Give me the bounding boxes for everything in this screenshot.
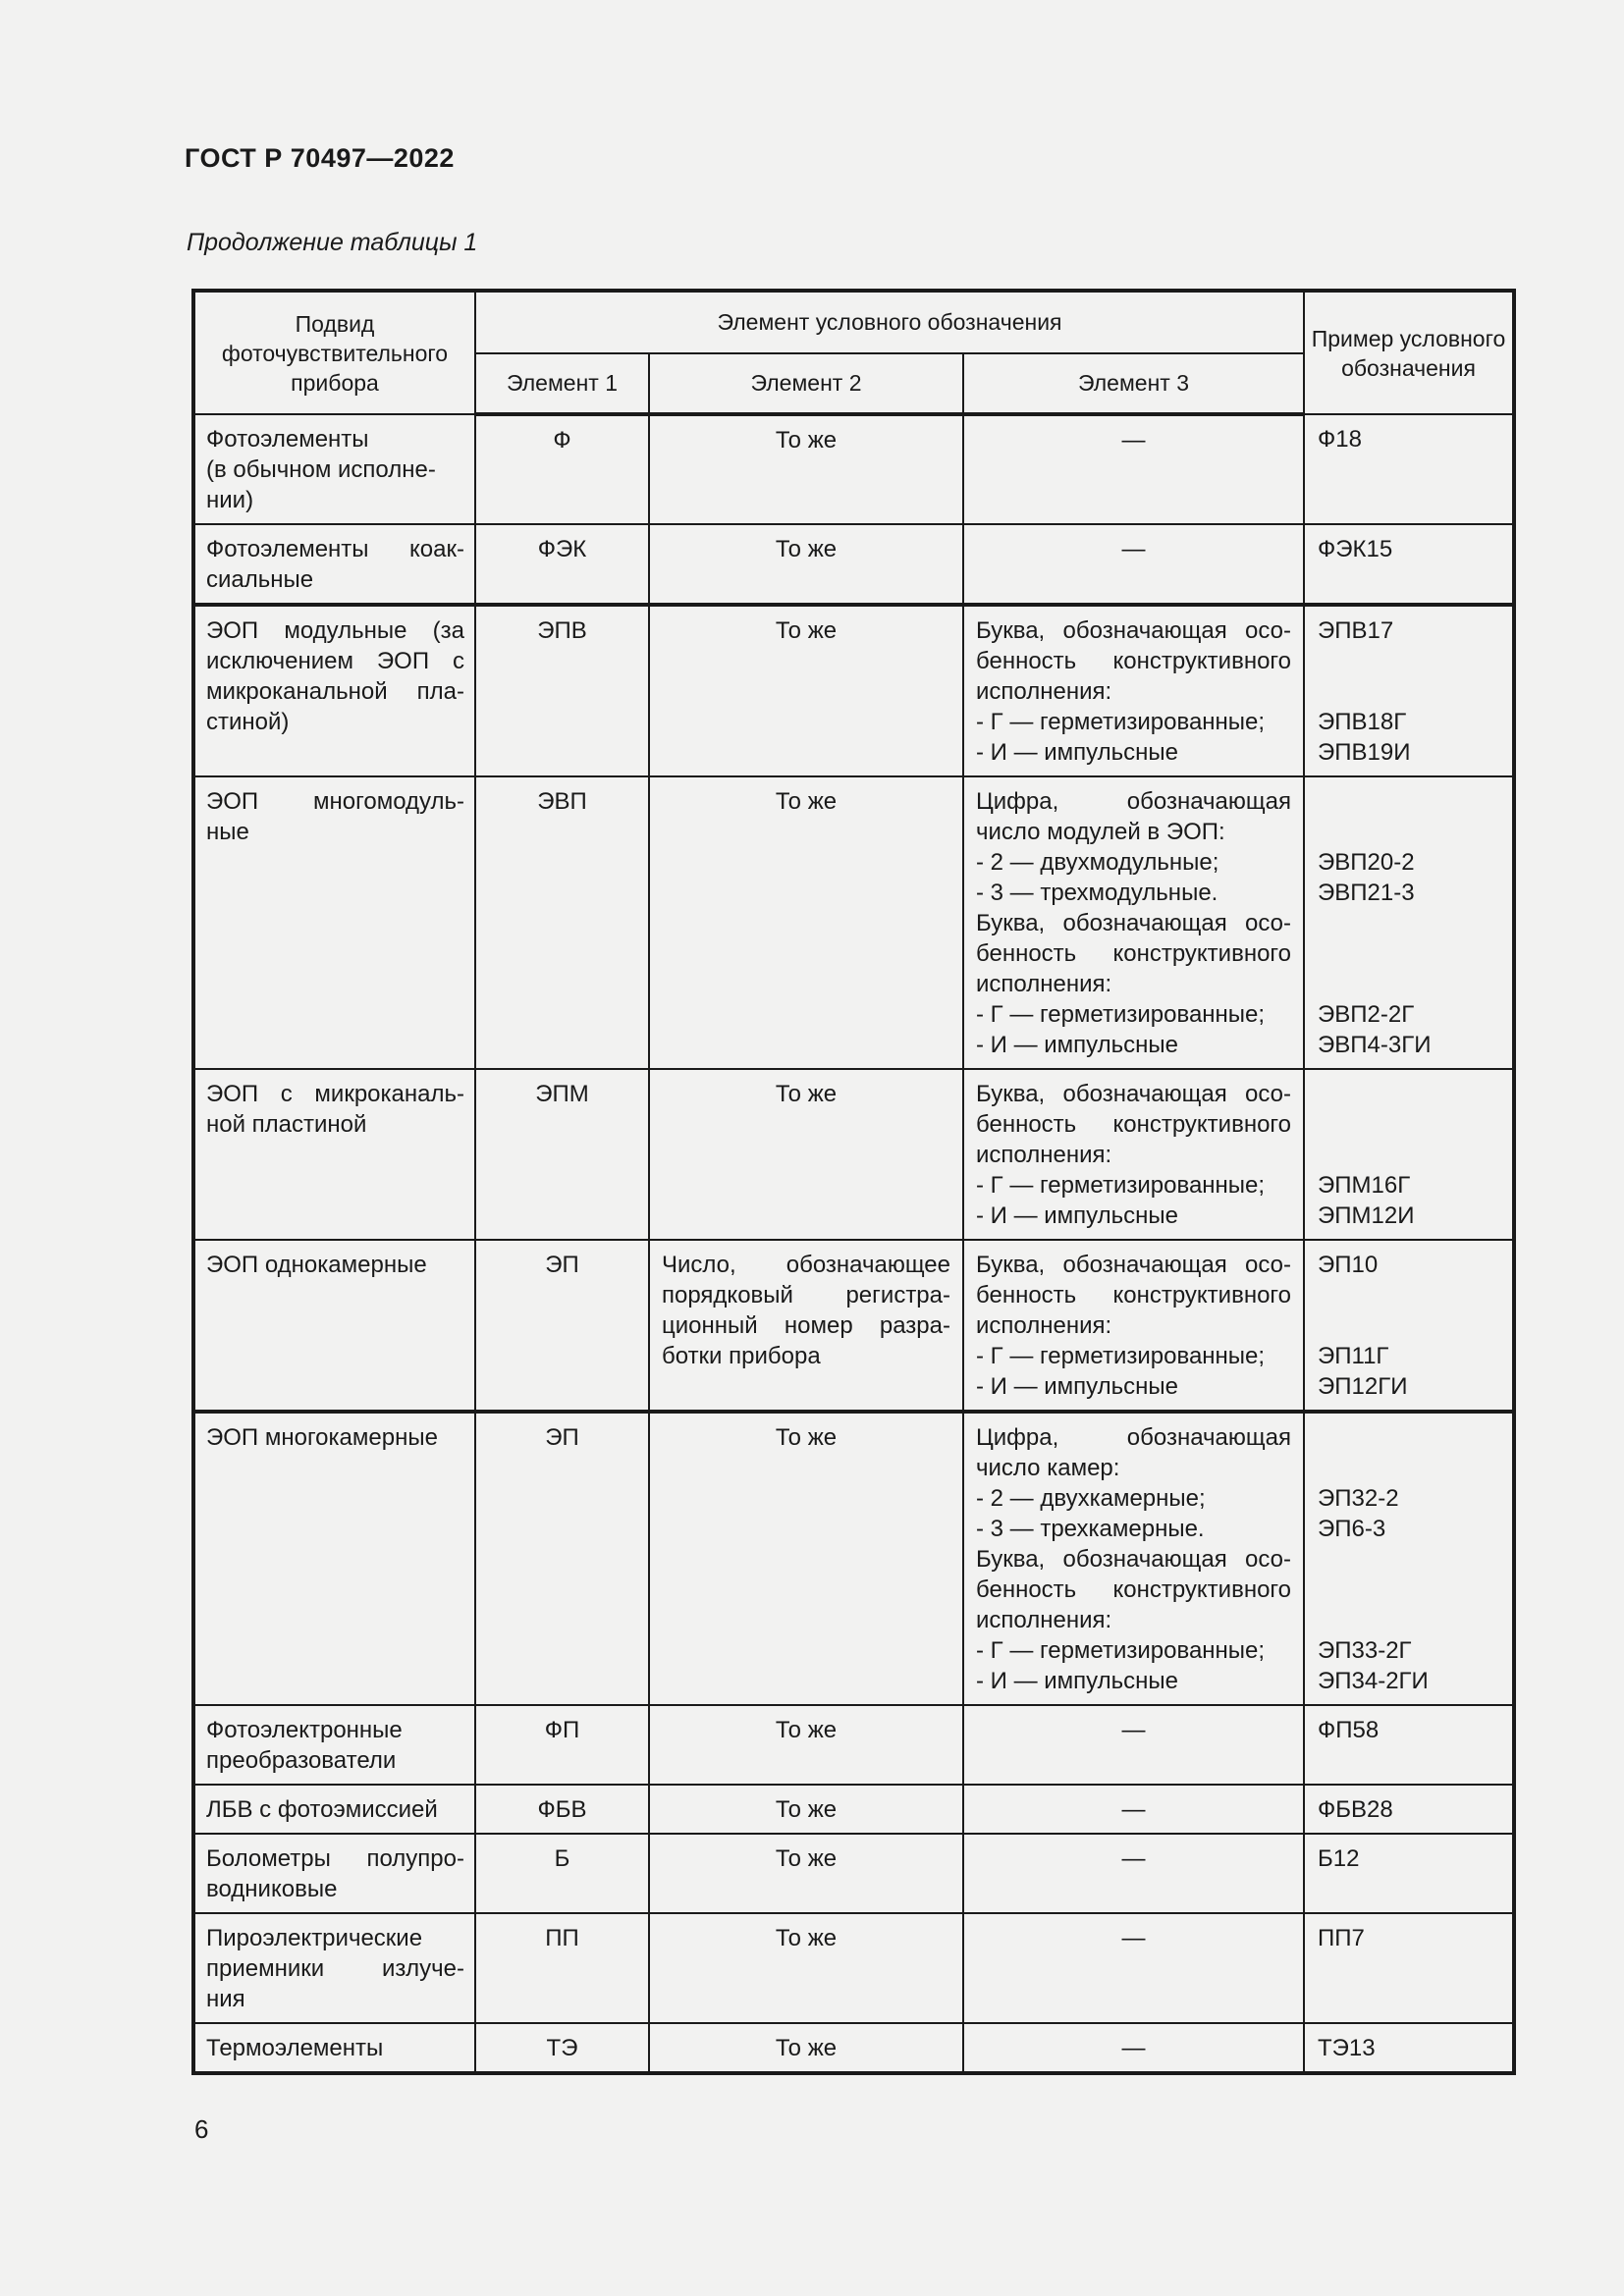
text-line: ЭП6-3 [1318, 1516, 1386, 1542]
cell-element2 [649, 1913, 963, 2023]
text-line [1318, 817, 1500, 847]
cell-element2 [649, 776, 963, 1069]
text-line: ЭВП20-2 [1318, 849, 1415, 876]
table-row [193, 1705, 1514, 1785]
text-line: Пироэлектрические [206, 1925, 423, 1951]
text-line: - 3 — трехмодульные. [976, 880, 1218, 906]
text-line: исполнения: [976, 1142, 1112, 1168]
text-line: - И — импульсные [976, 1202, 1178, 1229]
text-line: То же [775, 617, 838, 644]
text-line: - И — импульсные [976, 1373, 1178, 1400]
text-line: ЭОП однокамерные [206, 1252, 427, 1278]
text-line: ЭВП4-3ГИ [1318, 1032, 1432, 1058]
cell-element3 [963, 1069, 1304, 1240]
cell-element1 [475, 1069, 649, 1240]
text-line: ЛБВ с фотоэмиссией [206, 1796, 438, 1823]
text-line: — [1121, 2035, 1146, 2061]
text-line: ФП [544, 1717, 580, 1743]
table-row [193, 524, 1514, 605]
text-line: Термоэлементы [206, 2035, 384, 2061]
table-row [193, 776, 1514, 1069]
text-line: ния [206, 1986, 245, 2012]
cell-example [1304, 524, 1514, 605]
text-line: Ф [553, 427, 571, 454]
text-line: - И — импульсные [976, 1032, 1178, 1058]
cell-element1 [475, 1412, 649, 1705]
cell-element2 [649, 2023, 963, 2073]
text-line: исключением ЭОП с [206, 648, 464, 674]
text-line: (в обычном исполне- [206, 456, 436, 483]
text-line: ЭОП с микроканаль- [206, 1081, 464, 1107]
text-line: исполнения: [976, 678, 1112, 705]
cell-element2 [649, 524, 963, 605]
cell-example [1304, 1240, 1514, 1412]
cell-subtype [193, 1785, 475, 1834]
text-line: число модулей в ЭОП: [976, 819, 1225, 845]
cell-element3 [963, 776, 1304, 1069]
cell-element2 [649, 1705, 963, 1785]
text-line: ЭВП2-2Г [1318, 1001, 1415, 1028]
text-line [1318, 1079, 1500, 1109]
cell-example [1304, 776, 1514, 1069]
text-line: ФЭК [537, 536, 587, 562]
cell-subtype [193, 1069, 475, 1240]
text-line: ЭПВ19И [1318, 739, 1411, 766]
text-line: То же [775, 1925, 838, 1951]
text-line: число камер: [976, 1455, 1120, 1481]
text-line: ЭВП [537, 788, 587, 815]
text-line: ционный номер разра- [662, 1312, 950, 1339]
text-line: То же [775, 2035, 838, 2061]
cell-element1 [475, 1785, 649, 1834]
text-line: Число, обозначающее [662, 1252, 950, 1278]
text-line: То же [775, 536, 838, 562]
text-line: ЭПМ12И [1318, 1202, 1415, 1229]
cell-example [1304, 605, 1514, 776]
header-element1: Элемент 1 [475, 353, 649, 414]
text-line: ФП58 [1318, 1717, 1380, 1743]
text-line [1318, 908, 1500, 938]
text-line: Болометры полупро- [206, 1845, 464, 1872]
cell-element1 [475, 1240, 649, 1412]
cell-element2 [649, 1069, 963, 1240]
text-line: Фотоэлектронные [206, 1717, 403, 1743]
cell-element1 [475, 2023, 649, 2073]
text-line: То же [775, 788, 838, 815]
text-line: ЭП33-2Г [1318, 1637, 1412, 1664]
header-element2: Элемент 2 [649, 353, 963, 414]
header-example-line: Пример условного [1311, 325, 1506, 351]
text-line: ЭВП21-3 [1318, 880, 1415, 906]
text-line: То же [775, 427, 838, 454]
text-line: порядковый регистра- [662, 1282, 950, 1308]
header-subtype [193, 291, 475, 414]
text-line: - 3 — трехкамерные. [976, 1516, 1205, 1542]
header-element-group: Элемент условного обозначения [475, 291, 1304, 353]
text-line: Б12 [1318, 1845, 1360, 1872]
text-line: ФБВ28 [1318, 1796, 1393, 1823]
cell-example [1304, 414, 1514, 524]
text-line: ЭП34-2ГИ [1318, 1668, 1429, 1694]
text-line: бенность конструктивного [976, 1576, 1291, 1603]
table-row [193, 2023, 1514, 2073]
cell-element3 [963, 1412, 1304, 1705]
text-line: микроканальной пла- [206, 678, 464, 705]
text-line: То же [775, 1796, 838, 1823]
text-line: ПП7 [1318, 1925, 1365, 1951]
text-line: Цифра, обозначающая [976, 788, 1291, 815]
text-line: ЭОП модульные (за [206, 617, 464, 644]
cell-element2 [649, 1785, 963, 1834]
designation-table [191, 289, 1516, 2075]
text-line: Буква, обозначающая осо- [976, 617, 1291, 644]
cell-element1 [475, 1913, 649, 2023]
cell-element3 [963, 414, 1304, 524]
text-line [1318, 676, 1500, 707]
text-line: ЭОП многокамерные [206, 1424, 438, 1451]
cell-element2 [649, 1240, 963, 1412]
text-line: преобразователи [206, 1747, 397, 1774]
text-line [1318, 786, 1500, 817]
text-line: исполнения: [976, 1607, 1112, 1633]
text-line: Буква, обозначающая осо- [976, 1081, 1291, 1107]
text-line: Буква, обозначающая осо- [976, 1252, 1291, 1278]
cell-subtype [193, 1240, 475, 1412]
text-line: Буква, обозначающая осо- [976, 1546, 1291, 1573]
cell-element1 [475, 1834, 649, 1913]
text-line: — [1121, 1845, 1146, 1872]
header-row-group [193, 291, 1514, 353]
header-subtype-line: фоточувствительного [221, 340, 449, 366]
text-line: - Г — герметизированные; [976, 709, 1266, 735]
table-row [193, 1069, 1514, 1240]
text-line: ЭП [545, 1424, 579, 1451]
text-line [1318, 969, 1500, 999]
text-line: То же [775, 1081, 838, 1107]
header-example-line: обозначения [1341, 354, 1476, 381]
table-row [193, 1834, 1514, 1913]
cell-element3 [963, 1240, 1304, 1412]
text-line: Ф18 [1318, 426, 1362, 453]
table-body [193, 414, 1514, 2073]
cell-example [1304, 1412, 1514, 1705]
text-line: бенность конструктивного [976, 648, 1291, 674]
text-line: Б [554, 1845, 570, 1872]
cell-element1 [475, 776, 649, 1069]
text-line: ЭПМ16Г [1318, 1172, 1411, 1199]
text-line: — [1121, 1717, 1146, 1743]
text-line: ЭПВ17 [1318, 617, 1394, 644]
header-example [1304, 291, 1514, 414]
text-line: стиной) [206, 709, 290, 735]
text-line [1318, 1453, 1500, 1483]
table-caption: Продолжение таблицы 1 [187, 229, 478, 256]
text-line: ФЭК15 [1318, 536, 1393, 562]
text-line: Фотоэлементы [206, 426, 369, 453]
table-row [193, 1240, 1514, 1412]
page-number: 6 [194, 2114, 209, 2144]
header-element3: Элемент 3 [963, 353, 1304, 414]
cell-element2 [649, 605, 963, 776]
text-line: бенность конструктивного [976, 1111, 1291, 1138]
text-line: То же [775, 1717, 838, 1743]
cell-element3 [963, 1913, 1304, 2023]
text-line: - 2 — двухмодульные; [976, 849, 1219, 876]
table-row [193, 1785, 1514, 1834]
text-line: — [1121, 427, 1146, 454]
text-line: ЭПВ [537, 617, 587, 644]
cell-element3 [963, 1785, 1304, 1834]
cell-element2 [649, 414, 963, 524]
text-line: - Г — герметизированные; [976, 1343, 1266, 1369]
text-line: - Г — герметизированные; [976, 1001, 1266, 1028]
text-line: ПП [545, 1925, 579, 1951]
text-line: - Г — герметизированные; [976, 1172, 1266, 1199]
cell-element2 [649, 1412, 963, 1705]
doc-code: ГОСТ Р 70497—2022 [185, 143, 455, 173]
text-line: бенность конструктивного [976, 1282, 1291, 1308]
cell-example [1304, 1785, 1514, 1834]
cell-subtype [193, 776, 475, 1069]
text-line [1318, 1310, 1500, 1341]
cell-element1 [475, 605, 649, 776]
text-line: ФБВ [537, 1796, 587, 1823]
text-line: - И — импульсные [976, 739, 1178, 766]
cell-element3 [963, 2023, 1304, 2073]
text-line: исполнения: [976, 1312, 1112, 1339]
text-line: - 2 — двухкамерные; [976, 1485, 1206, 1512]
text-line: Цифра, обозначающая [976, 1424, 1291, 1451]
text-line: ТЭ [546, 2035, 578, 2061]
cell-subtype [193, 1705, 475, 1785]
text-line: — [1121, 536, 1146, 562]
cell-element2 [649, 1834, 963, 1913]
text-line: ЭП10 [1318, 1252, 1379, 1278]
cell-subtype [193, 414, 475, 524]
table-row [193, 1913, 1514, 2023]
cell-element3 [963, 1834, 1304, 1913]
cell-element3 [963, 1705, 1304, 1785]
text-line: ЭП32-2 [1318, 1485, 1399, 1512]
cell-example [1304, 1913, 1514, 2023]
table-row [193, 1412, 1514, 1705]
text-line: ЭПМ [535, 1081, 589, 1107]
text-line [1318, 938, 1500, 969]
text-line: — [1121, 1925, 1146, 1951]
text-line: - И — импульсные [976, 1668, 1178, 1694]
text-line [1318, 1140, 1500, 1170]
text-line: приемники излуче- [206, 1955, 464, 1982]
cell-subtype [193, 1913, 475, 2023]
text-line: Фотоэлементы коак- [206, 536, 464, 562]
cell-element3 [963, 524, 1304, 605]
text-line: — [1121, 1796, 1146, 1823]
text-line: бенность конструктивного [976, 940, 1291, 967]
text-line: ТЭ13 [1318, 2035, 1376, 2061]
table-head [193, 291, 1514, 414]
cell-subtype [193, 1834, 475, 1913]
text-line [1318, 1575, 1500, 1605]
header-subtype-line: прибора [291, 369, 379, 396]
cell-element1 [475, 414, 649, 524]
table-row [193, 605, 1514, 776]
cell-element3 [963, 605, 1304, 776]
cell-subtype [193, 1412, 475, 1705]
text-line: ные [206, 819, 249, 845]
text-line: исполнения: [976, 971, 1112, 997]
text-line: То же [775, 1424, 838, 1451]
cell-example [1304, 1834, 1514, 1913]
text-line [1318, 1544, 1500, 1575]
text-line [1318, 1280, 1500, 1310]
text-line: ЭПВ18Г [1318, 709, 1407, 735]
text-line: ботки прибора [662, 1343, 821, 1369]
cell-subtype [193, 2023, 475, 2073]
cell-example [1304, 1705, 1514, 1785]
text-line: Буква, обозначающая осо- [976, 910, 1291, 936]
text-line [1318, 646, 1500, 676]
text-line: ЭП12ГИ [1318, 1373, 1408, 1400]
cell-subtype [193, 605, 475, 776]
text-line: водниковые [206, 1876, 338, 1902]
text-line: нии) [206, 487, 254, 513]
text-line [1318, 1422, 1500, 1453]
table-row [193, 414, 1514, 524]
header-subtype-line: Подвид [295, 310, 375, 337]
cell-element1 [475, 524, 649, 605]
cell-element1 [475, 1705, 649, 1785]
text-line: То же [775, 1845, 838, 1872]
cell-example [1304, 1069, 1514, 1240]
text-line [1318, 1605, 1500, 1635]
text-line: - Г — герметизированные; [976, 1637, 1266, 1664]
text-line: ЭОП многомодуль- [206, 788, 464, 815]
text-line: сиальные [206, 566, 314, 593]
cell-example [1304, 2023, 1514, 2073]
cell-subtype [193, 524, 475, 605]
text-line: ной пластиной [206, 1111, 367, 1138]
text-line [1318, 1109, 1500, 1140]
text-line: ЭП11Г [1318, 1343, 1389, 1369]
text-line: ЭП [545, 1252, 579, 1278]
